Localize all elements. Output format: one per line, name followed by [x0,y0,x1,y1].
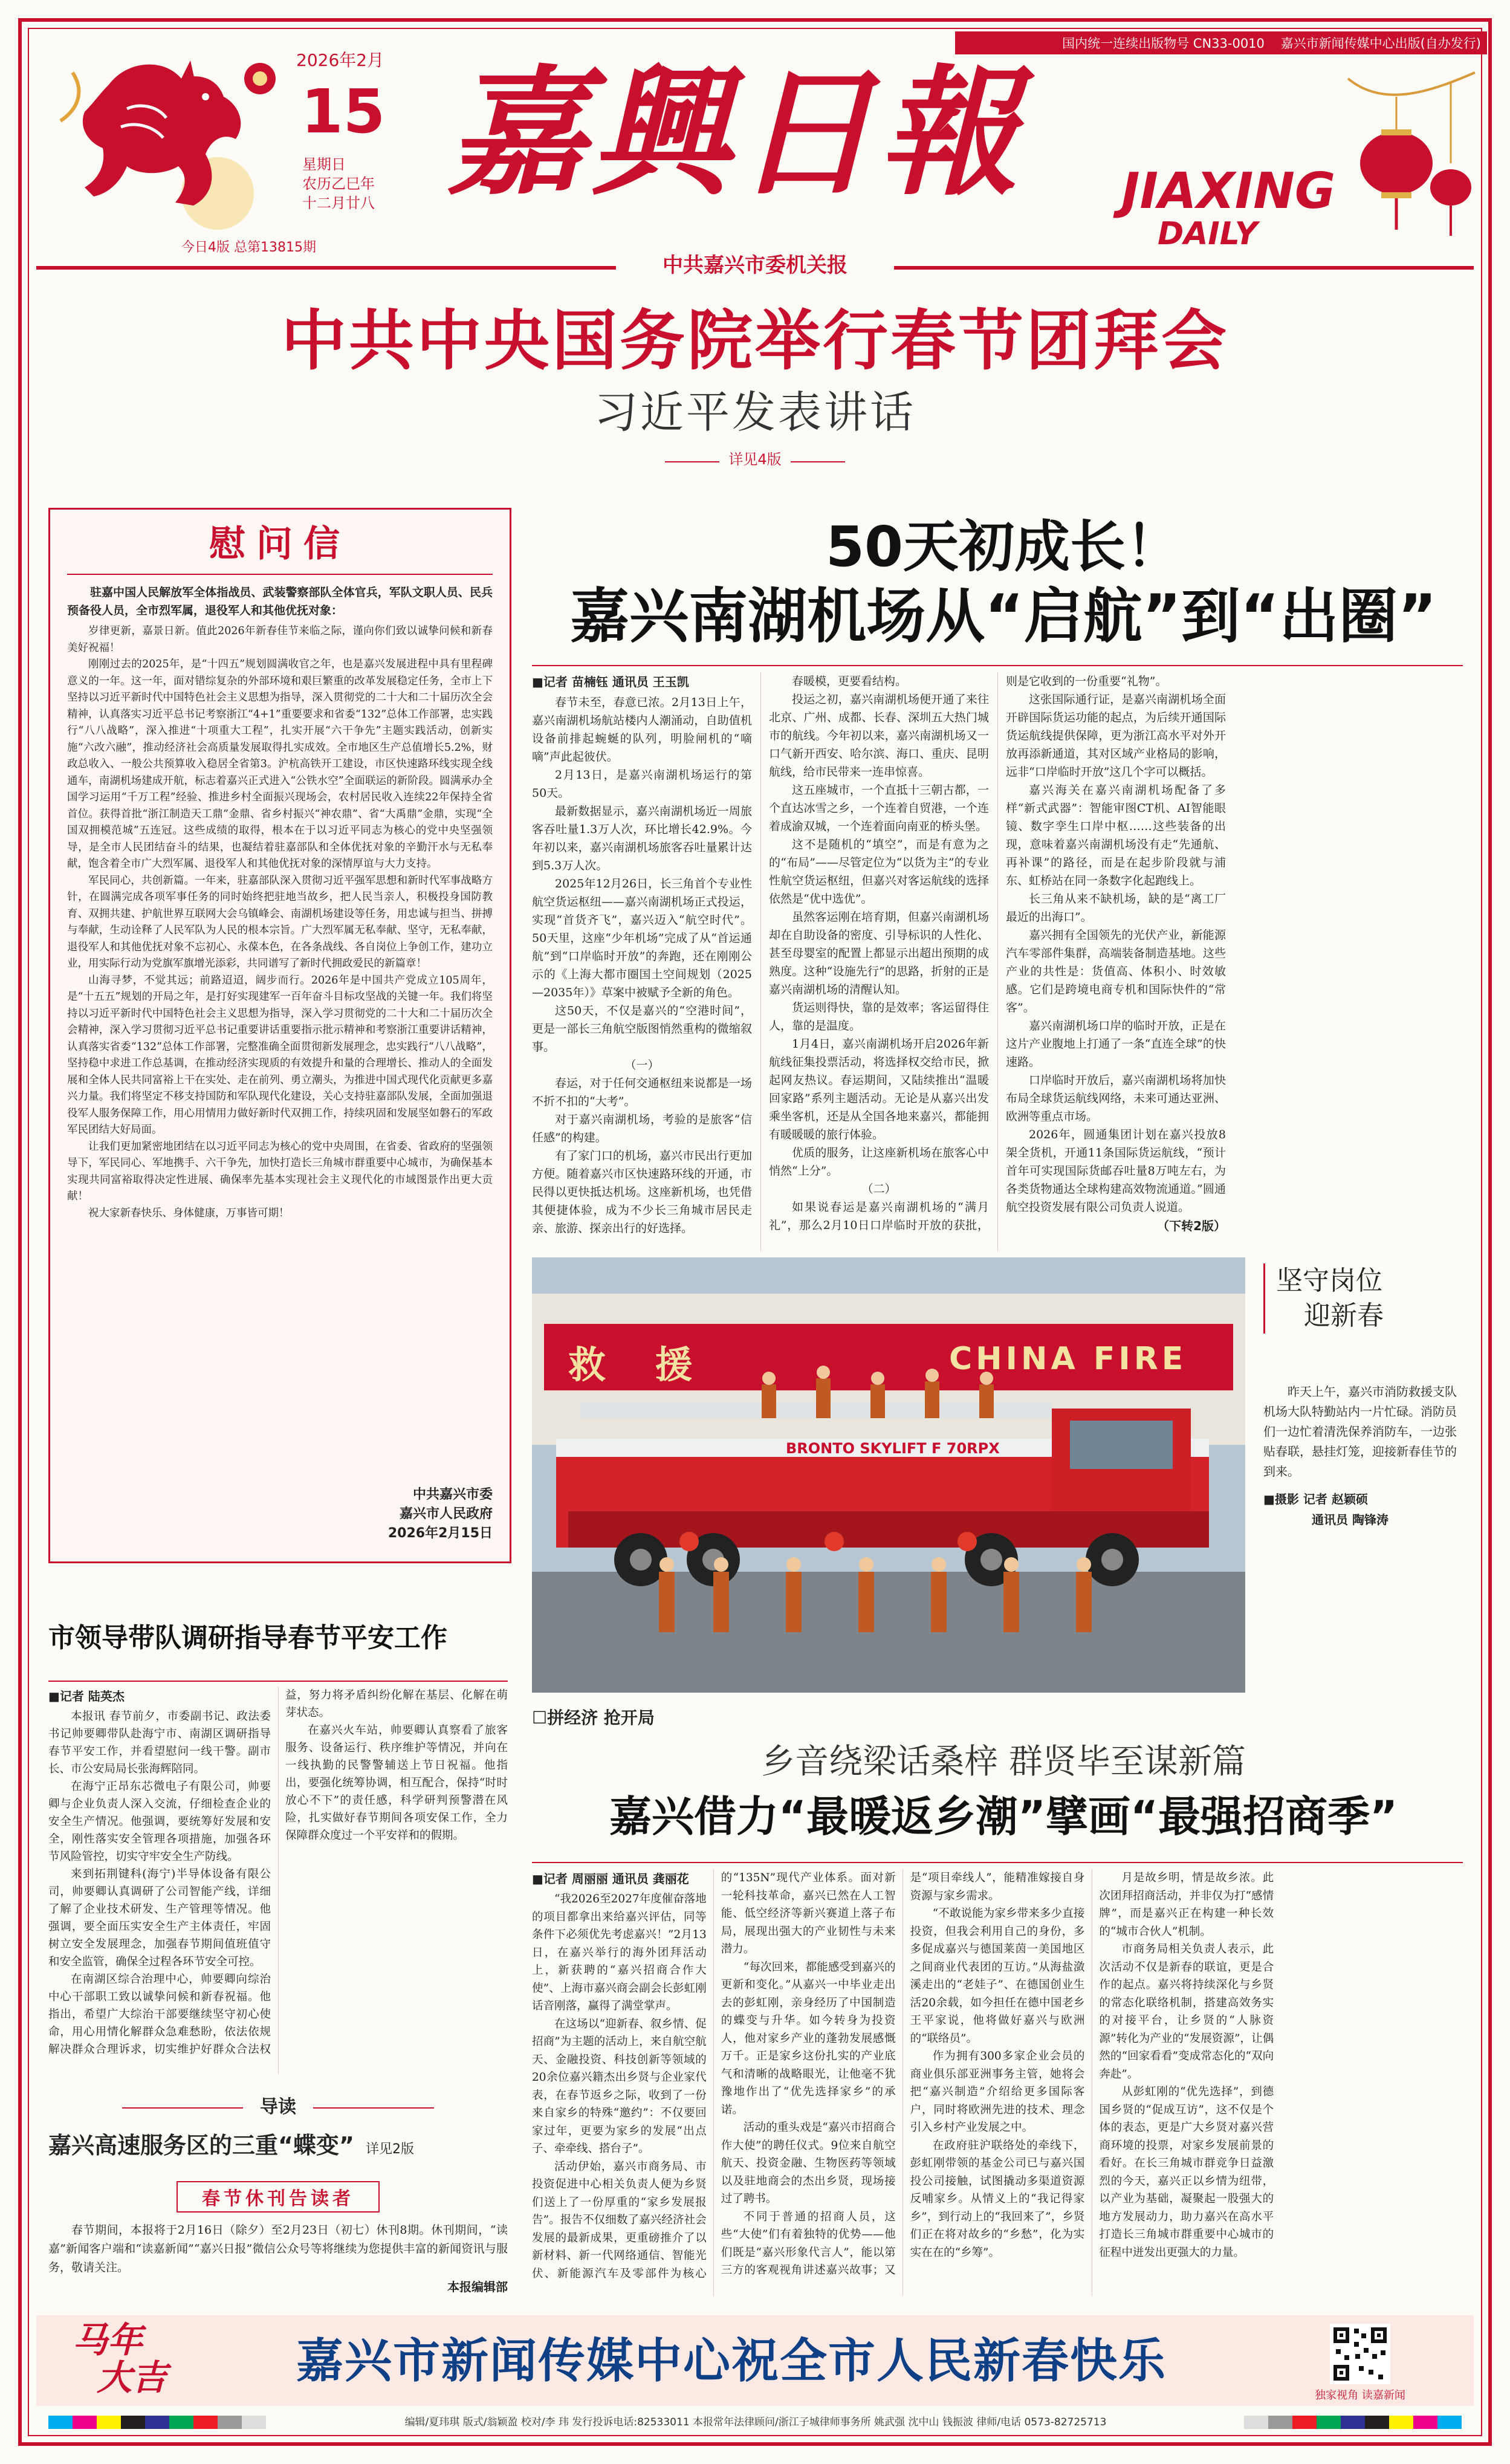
lead-subhead: 习近平发表讲话 [594,387,916,438]
notice-signer: 本报编辑部 [447,2280,508,2294]
photo-sign-left: 救 援 [568,1343,711,1387]
investment-paragraph: “不敢说能为家乡带来多少直接投资，但我会利用自己的身份，多多促成嘉兴与德国莱茵一美国地区之间商业代表团的互访。”从海盐潋溪走出的“老娃子”、在德国创业生活20余载，如今担任在德中国老乡王平家说，他将做好嘉兴与欧洲的“联络员”。 [910,1907,1085,2045]
airport-paragraph: 这张国际通行证，是嘉兴南湖机场全面开辟国际货运功能的起点，为后续开通国际货运航线提供保障，更为浙江高水平对外开放再添新通道，其对区域产业格局的影响，远非“口岸临时开放”这几个字可以概括。 [1006,693,1226,779]
issue-info: 今日4版 总第13815期 [181,240,316,255]
guide-label: 导读 [260,2096,296,2118]
investment-columns [532,1869,1463,2296]
publication-number: 国内统一连续出版物号 CN33-0010 [1062,36,1265,51]
photo-title-block [1263,1263,1463,1334]
footer-credits: 编辑/夏玮琪 版式/翁颖盈 校对/李 玮 发行投诉电话:82533011 本报常年法律顾问/浙江子城律师事务所 姚武强 沈中山 钱振波 律师/电话 0573-82725713 [404,2416,1107,2428]
masthead-title: 嘉興日報 [447,51,1023,215]
greeting-banner [36,2315,1474,2406]
investment-paragraph: 在政府驻沪联络处的牵线下，彭虹刚带领的基金公司已与嘉兴国投公司接触，试图撬动多渠道资源反哺家乡。从情义上的“我记得家乡”，到行动上的“我回来了”，乡贤们正在将对故乡的“乡愁”，化为实实在在的“乡筹”。 [910,2139,1085,2259]
letter-date: 2026年2月15日 [387,1526,493,1541]
investment-paragraph: 活动伊始，嘉兴市商务局、市投资促进中心相关负责人便为乡贤们送上了一份厚重的“家乡发展报告”。报告不仅细数了嘉兴经济社会发展的最新成果，更重磅推介了以新材料、新一代网络通信、智能光伏、新能源汽车及零部件为核心的“135N”现代产业体系。面对新一轮科技革命，嘉兴已然在人工智能、低空经济等新兴赛道上落子布局，展现出强大的产业韧性与未来潜力。 [532,1872,896,2280]
letter-signature [388,1485,493,1543]
investment-paragraph: 活动的重头戏是“嘉兴市招商合作大使”的聘任仪式。9位来自航空航天、投资金融、生物医药等领域以及驻地商会的杰出乡贤，现场接过了聘书。 [721,2121,896,2205]
letter-salutation: 驻嘉中国人民解放军全体指战员、武装警察部队全体官兵，军队文职人员、民兵预备役人员，全市烈军属，退役军人和其他优抚对象： [67,586,493,617]
investment-paragraph: 市商务局相关负责人表示，此次活动不仅是新春的联谊，更是合作的起点。嘉兴将持续深化与乡贤的常态化联络机制，搭建高效务实的对接平台，让乡贤的“人脉资源”转化为产业的“发展资源”，让偶然的“回家看看”变成常态化的“双向奔赴”。 [1099,1943,1274,2081]
weekday: 星期日 [302,156,346,173]
banner-logo-line1: 马年 [73,2320,143,2361]
date-day: 15 [301,76,386,147]
guide-label-row [48,2092,508,2118]
letter-signer: 中共嘉兴市委 [412,1487,493,1502]
guide-box [48,2092,508,2160]
lead-ref-row [36,447,1474,468]
notice-title-row [48,2181,508,2213]
lantern-decoration-icon [1330,66,1487,266]
airport-paragraph: 嘉兴拥有全国领先的光伏产业，新能源汽车零部件集群，高端装备制造基地。这些产业的共性是：货值高、体积小、时效敏感。它们是跨境电商专机和国际快件的“常客”。 [1006,929,1226,1014]
airport-paragraph: 嘉兴海关在嘉兴南湖机场配备了多样“新式武器”：智能审图CT机、AI智能眼镜、数字孪生口岸中枢……这些装备的出现，意味着嘉兴南湖机场没有走“先通航、再补课”的路径，而是在起步阶段就与浦东、虹桥站在同一条数字化起跑线上。 [1006,783,1226,887]
investment-column-label: ☐拼经济 抢开局 [532,1708,655,1728]
airport-paragraph: 2025年12月26日，长三角首个专业性航空货运枢纽——嘉兴南湖机场正式投运，实现“首货齐飞”，嘉兴迈入“航空时代”。50天里，这座“少年机场”完成了从“首运通航”到“口岸临时开放”的奔跑，还在刚刚公示的《上海大都市圈国土空间规划（2025—2035年）》草案中被赋予全新的角色。 [532,877,752,999]
airport-paragraph: 虽然客运刚在培育期，但嘉兴南湖机场却在自助设备的密度、引导标识的人性化、甚至母婴室的配置上都显示出超出预期的成熟度。这种“设施先行”的思路，折射的正是嘉兴南湖机场的清醒认知。 [769,910,989,996]
investment-article [532,1869,1463,2296]
airport-section-mark: （一） [624,1059,659,1072]
photo-sign-right: CHINA FIRE [949,1341,1187,1377]
airport-paragraph: 2026年，圆通集团计划在嘉兴投放8架全货机，开通11条国际货运航线，“预计首年可实现国际货邮吞吐量8万吨左右，为各类货物通达全球构建高效物流通道。”圆通航空投资发展有限公司负责人说道。 [1006,1128,1226,1214]
airport-paragraph: 1月4日，嘉兴南湖机场开启2026年新航线征集投票活动，将选择权交给市民，掀起网友热议。春运期间，又陆续推出“温暖回家路”系列主题活动。无论是从嘉兴出发乘坐客机，还是从全国各地来嘉兴，都能拥有暖暖暖的旅行体验。 [769,1037,989,1141]
airport-columns [532,672,1463,1251]
letter-paragraph: 岁律更新，嘉景日新。值此2026年新春佳节来临之际，谨向你们致以诚挚问候和新春美好祝福！ [67,625,493,654]
lead-ref[interactable]: 详见4版 [728,451,782,468]
color-registration-bar-icon [1244,2416,1462,2429]
investment-paragraph: 从彭虹刚的“优先选择”，到德国乡贤的“促成互访”，这不仅是个体的表态，更是广大乡贤对嘉兴营商环境的投票，对家乡发展前景的看好。在长三角城市群竞争日益激烈的今天，嘉兴正以乡情为纽带，以产业为基础，凝聚起一股强大的地方发展动力，助力嘉兴在高水平打造长三角城市群重要中心城市的征程中迸发出更强大的力量。 [1099,2086,1274,2259]
investment-paragraph: “每次回来，都能感受到嘉兴的更新和变化。”从嘉兴一中毕业走出去的彭虹刚，亲身经历了中国制造的蝶变与升华。如今转身为投资人，他对家乡产业的蓬勃发展感慨万千。正是家乡这份扎实的产业底气和清晰的战略眼光，让他毫不犹豫地作出了“优先选择家乡”的承诺。 [721,1960,896,2116]
airport-paragraph: 长三角从来不缺机场，缺的是“离工厂最近的出海口”。 [1006,892,1226,924]
letter-body [67,583,493,1222]
lead-headline: 中共中央国务院举行春节团拜会 [280,303,1229,379]
airport-section-mark: （二） [861,1182,896,1196]
photo-credits [1263,1489,1457,1530]
letter-box [48,508,511,1563]
airport-paragraph: 这五座城市，一个直抵十三朝古都，一个直达冰雪之乡，一个连着自贸港，一个连着成渝双城，一个连着面向南亚的桥头堡。 [769,783,989,833]
photo-truck-label: BRONTO SKYLIFT F 70RPX [786,1440,1000,1457]
fire-station-photo [532,1257,1245,1693]
letter-signer: 嘉兴市人民政府 [399,1506,493,1522]
guide-ref[interactable]: 详见2版 [366,2142,415,2157]
airport-paragraph: 如果说春运是嘉兴南湖机场的“满月礼”，那么2月10日口岸临时开放的获批，则是它收到的一份重要“礼物”。 [769,675,1167,1232]
banner-text: 嘉兴市新闻传媒中心祝全市人民新春快乐 [296,2334,1167,2388]
leaders-paragraph: 来到拓荆键科(海宁)半导体设备有限公司，帅要卿认真调研了公司智能产线，详细了解了企业技术研发、生产管理等情况。他强调，要全面压实安全生产主体责任，牢固树立安全发展理念，加强春节期间值班值守和安全监管，确保全过程各环节安全可控。 [48,1868,271,1968]
photo-credit: 通讯员 陶锋涛 [1312,1512,1388,1527]
leaders-rule [48,1681,508,1682]
leaders-headline: 市领导带队调研指导春节平安工作 [48,1623,447,1653]
investment-byline: ■记者 周丽丽 通讯员 龚丽花 [532,1872,689,1886]
date-details [302,155,375,213]
airport-continued[interactable]: （下转2版） [1157,1219,1226,1233]
photo-caption-box [1257,1263,1463,1687]
banner-logo [73,2321,167,2396]
photo-title-line2: 迎新春 [1304,1300,1384,1331]
letter-paragraph: 山海寻梦，不觉其远；前路迢迢，阔步而行。2026年是中国共产党成立105周年，是“十五五”规划的开局之年，是打好实现建军一百年奋斗目标攻坚战的关键一年。我们将坚持以习近平新时代中国特色社会主义思想为指导，深入学习贯彻党的二十大和二十届历次全会精神，深入学习贯彻习近平总书记重要讲话重要指示批示精神和考察浙江重要讲话精神，认真落实省委“132”总体工作部署，完整准确全面贯彻新发展理念，忠实践行“八八战略”，坚持稳中求进工作总基调，在推动经济实现质的有效提升和量的合理增长、推动人的全面发展和全体人民共同富裕上干在实处、走在前列、勇立潮头，为推进中国式现代化贡献更多嘉兴力量。我们将坚定不移支持国防和军队现代化建设，关心支持驻嘉部队发展，全面加强退役军人服务保障工作，用心用情用力做好新时代双拥工作，持续巩固和发展坚如磐石的军政军民团结大好局面。 [67,974,493,1136]
airport-paragraph: 有了家门口的机场，嘉兴市民出行更加方便。随着嘉兴市区快速路环线的开通，市民得以更快抵达机场。这座新机场，也凭借其便捷体验，成为不少长三角城市居民走亲、旅游、探亲出行的好选择。 [532,1149,752,1235]
airport-paragraph: 货运则得快，靠的是效率；客运留得住人，靠的是温度。 [769,1001,989,1033]
color-registration-bar-icon [48,2416,266,2429]
leaders-paragraph: 在嘉兴火车站，帅要卿认真察看了旅客服务、设备运行、秩序维护等情况，并向在一线执勤的民警警辅送上节日祝福。他指出，要强化统筹协调，相互配合，保持“时时放心不下”的责任感，科学研判预警潜在风险，扎实做好春节期间各项安保工作，全力保障群众度过一个平安祥和的假期。 [285,1724,508,1842]
notice-box [48,2181,508,2295]
airport-title-line2: 嘉兴南湖机场从“启航”到“出圈” [570,582,1437,651]
leaders-byline: ■记者 陆英杰 [48,1689,125,1704]
date-year-month: 2026年2月 [296,50,384,70]
airport-byline: ■记者 苗楠钰 通讯员 王玉凯 [532,675,689,689]
investment-paragraph: “我2026至2027年度催奋落地的项目都拿出来给嘉兴评估，同等条件下必须优先考虑嘉兴！”2月13日，在嘉兴举行的海外团拜活动上，新获聘的“嘉兴招商合作大使”、上海市嘉兴商会副会长彭虹刚话音刚落，赢得了满堂掌声。 [532,1893,707,2012]
letter-title-rule [67,574,493,575]
guide-item[interactable]: 嘉兴高速服务区的三重“蝶变” [48,2132,354,2159]
airport-article [532,672,1463,1251]
leaders-paragraph: 本报讯 春节前夕，市委副书记、政法委书记帅要卿带队赴海宁市、南湖区调研指导春节平安工作，并看望慰问一线干警。副市长、市公安局局长张海辉陪同。 [48,1710,271,1775]
airport-paragraph: 嘉兴南湖机场口岸的临时开放，正是在这片产业腹地上打通了一条“直连全球”的快速路。 [1006,1019,1226,1069]
investment-paragraph: 月是故乡明，情是故乡浓。此次团拜招商活动，并非仅为打“感情牌”，而是嘉兴正在构建一种长效的“城市合伙人”机制。 [1099,1872,1274,1938]
investment-rule [532,1862,1463,1863]
masthead-title-en-line2: DAILY [1158,216,1258,252]
photo-caption: 昨天上午，嘉兴市消防救援支队机场大队特勤站内一片忙碌。消防员们一边忙着清洗保养消防车，一边张贴春联，悬挂灯笼，迎接新春佳节的到来。 [1263,1384,1457,1479]
airport-paragraph: 春运，对于任何交通枢纽来说都是一场不折不扣的“大考”。 [532,1077,752,1108]
publisher: 嘉兴市新闻传媒中心出版(自办发行) [1280,36,1481,51]
letter-paragraph: 刚刚过去的2025年，是“十四五”规划圆满收官之年，也是嘉兴发展进程中具有里程碑意义的一年。这一年，面对错综复杂的外部环境和艰巨繁重的改革发展稳定任务，全市上下坚持以习近平新时代中国特色社会主义思想为指导，深入贯彻党的二十大和二十届历次全会精神，认真落实习近平总书记考察浙江“4+1”重要要求和省委“132”总体工作部署，忠实践行“八八战略”，深入推进“十项重大工程”，扎实开展“六干争先”主题实践活动，创新实施“六改六融”，推动经济社会高质量发展取得扎实成效。全市地区生产总值增长5.2%，财政总收入、一般公共预算收入稳居全省第3。沪杭高铁开工建设，市区快速路环线实现全线通车，南湖机场建成开航，标志着嘉兴正式进入“公铁水空”全面联运的新阶段。圆满承办全国学习运用“千万工程”经验、推进乡村全面振兴现场会，农村居民收入连续22年保持全省首位。获得首批“浙江制造天工鼎”金鼎、省乡村振兴“神农鼎”、省“大禹鼎”金鼎，实现“全国双拥模范城”五连冠。这些成绩的取得，根本在于以习近平同志为核心的党中央坚强领导，是全市人民团结奋斗的结果，也凝结着驻嘉部队和全体优抚对象的辛勤汗水与无私奉献，饱含着全市广大烈军属、退役军人和其他优抚对象的深情厚谊与大力支持。 [67,658,493,870]
airport-paragraph: 春暖模，更要看结构。 [792,675,907,688]
leaders-paragraph: 在海宁正昂东芯微电子有限公司，帅要卿与企业负责人深入交流，仔细检查企业的安全生产情况。他强调，要统筹好发展和安全，刚性落实安全管理各项措施，加强各环节风险管控，切实守牢安全生产防线。 [48,1780,271,1863]
airport-paragraph: 这50天，不仅是嘉兴的“空港时间”，更是一部长三角航空版图悄然重构的微缩叙事。 [532,1004,752,1054]
photo-title-line1: 坚守岗位 [1276,1265,1382,1296]
notice-title: 春节休刊告读者 [177,2181,380,2213]
guide-item-row[interactable] [48,2127,508,2160]
organ-label: 中共嘉兴市委机关报 [616,250,894,281]
airport-paragraph: 对于嘉兴南湖机场，考验的是旅客“信任感”的构建。 [532,1113,752,1144]
letter-title: 慰问信 [209,523,351,565]
airport-paragraph: 优质的服务，让这座新机场在旅客心中悄然“上分”。 [769,1146,989,1178]
masthead-title-en-line1: JIAXING [1121,163,1336,220]
qr-code-icon[interactable] [1330,2324,1390,2384]
investment-paragraph: 在这场以“迎新春、叙乡情、促招商”为主题的活动上，来自航空航天、金融投资、科技创新等领域的20余位嘉兴籍杰出乡贤与企业家代表，在春节返乡之际，收到了一份来自家乡的特殊“邀约”：不仅要回家过年，更要为家乡的发展“出点子、牵牵线、搭台子”。 [532,2017,707,2155]
leaders-article [48,1687,508,2073]
investment-paragraph: 不同于普通的招商人员，这些“大使”们有着独特的优势——他们既是“嘉兴形象代言人”，能以第三方的客观视角讲述嘉兴故事；又是“项目牵线人”，能精准嫁接自身资源与家乡需求。 [721,1872,1085,2277]
airport-paragraph: 这不是随机的“填空”，而是有意为之的“布局”——尽管定位为“以货为主”的专业性航空货运枢纽，但嘉兴对客运航线的选择依然是“优中选优”。 [769,838,989,906]
photo-credit: ■摄影 记者 赵颖硕 [1263,1492,1368,1506]
lunar-date: 十二月廿八 [302,195,375,212]
airport-title-line1: 50天初成长！ [825,514,1182,579]
lunar-year: 农历乙巳年 [302,175,375,192]
leaders-columns [48,1687,508,2073]
qr-label: 独家视角 读嘉新闻 [1315,2389,1405,2402]
leaders-paragraph: 在南湖区综合治理中心，帅要卿向综治中心干部职工致以诚挚问候和新春祝福。他指出，希望广大综治干部要继续坚守初心使命，用心用情化解群众急难愁盼，依法依规解决群众合理诉求，切实维护好群众合法权益，努力将矛盾纠纷化解在基层、化解在萌芽状态。 [48,1689,508,2056]
notice-text: 春节期间，本报将于2月16日（除夕）至2月23日（初七）休刊8期。休刊期间，“读嘉”新闻客户端和“读嘉新闻”“嘉兴日报”微信公众号等将继续为您提供丰富的新闻资讯与服务，敬请关注。 [48,2223,508,2274]
banner-logo-line2: 大吉 [97,2357,167,2398]
airport-rule [532,665,1463,666]
letter-paragraph: 祝大家新春快乐、身体健康，万事皆可期！ [88,1207,290,1219]
investment-headline: 嘉兴借力“最暖返乡潮”擘画“最强招商季” [609,1792,1398,1841]
letter-paragraph: 让我们更加紧密地团结在以习近平同志为核心的党中央周围，在省委、省政府的坚强领导下，军民同心、军地携手、六干争先，加快打造长三角城市群重要中心城市，为确保基本实现共同富裕取得决定性进展、确保率先基本实现社会主义现代化的市域图景作出更大贡献！ [67,1140,493,1202]
investment-paragraph: 作为拥有300多家企业会员的商业俱乐部亚洲事务主管，她将会把“嘉兴制造”介绍给更多国际客户，同时将欧洲先进的技术、理念引入乡村产业发展之中。 [910,2050,1085,2134]
airport-paragraph: 春节未至，春意已浓。2月13日上午，嘉兴南湖机场航站楼内人潮涌动，自助值机设备前排起蜿蜒的队列，明脸闸机的“嘀嘀”声此起彼伏。 [532,696,752,764]
letter-paragraph: 军民同心，共创新篇。一年来，驻嘉部队深入贯彻习近平强军思想和新时代军事战略方针，在圆满完成各项军事任务的同时始终把驻地当故乡，把人民当亲人，积极投身国防教育、双拥共建、护航世界互联网大会乌镇峰会、南湖机场建设等任务，用忠诚与担当、拼搏与奉献，生动诠释了人民军队为人民的根本宗旨。广大烈军属无私奉献、坚守，无私奉献，退役军人和其他优抚对象不忘初心、永葆本色，在各条战线、各自岗位上争创工作，建功立业，用实际行动为党旗军旗增光添彩，共同谱写了新时代拥政爱民的新篇章！ [67,874,493,970]
horse-paper-cut-icon [36,36,290,236]
airport-paragraph: 口岸临时开放后，嘉兴南湖机场将加快布局全球货运航线网络，未来可通达亚洲、欧洲等重点市场。 [1006,1074,1226,1123]
airport-paragraph: 2月13日，是嘉兴南湖机场运行的第50天。 [532,768,752,800]
investment-subtitle: 乡音绕梁话桑梓 群贤毕至谋新篇 [761,1742,1246,1782]
fire-truck-illustration [532,1257,1245,1693]
masthead-title-en [1121,163,1336,252]
airport-paragraph: 投运之初，嘉兴南湖机场便开通了来往北京、广州、成都、长春、深圳五大热门城市的航线。今年初以来，嘉兴南湖机场又一口气新开西安、哈尔滨、海口、重庆、昆明航线，给市民带来一连串惊喜。 [769,693,989,779]
airport-paragraph: 最新数据显示，嘉兴南湖机场近一周旅客吞吐量1.3万人次，环比增长42.9%。今年初以来，嘉兴南湖机场旅客吞吐量累计达到5.3万人次。 [532,805,752,872]
